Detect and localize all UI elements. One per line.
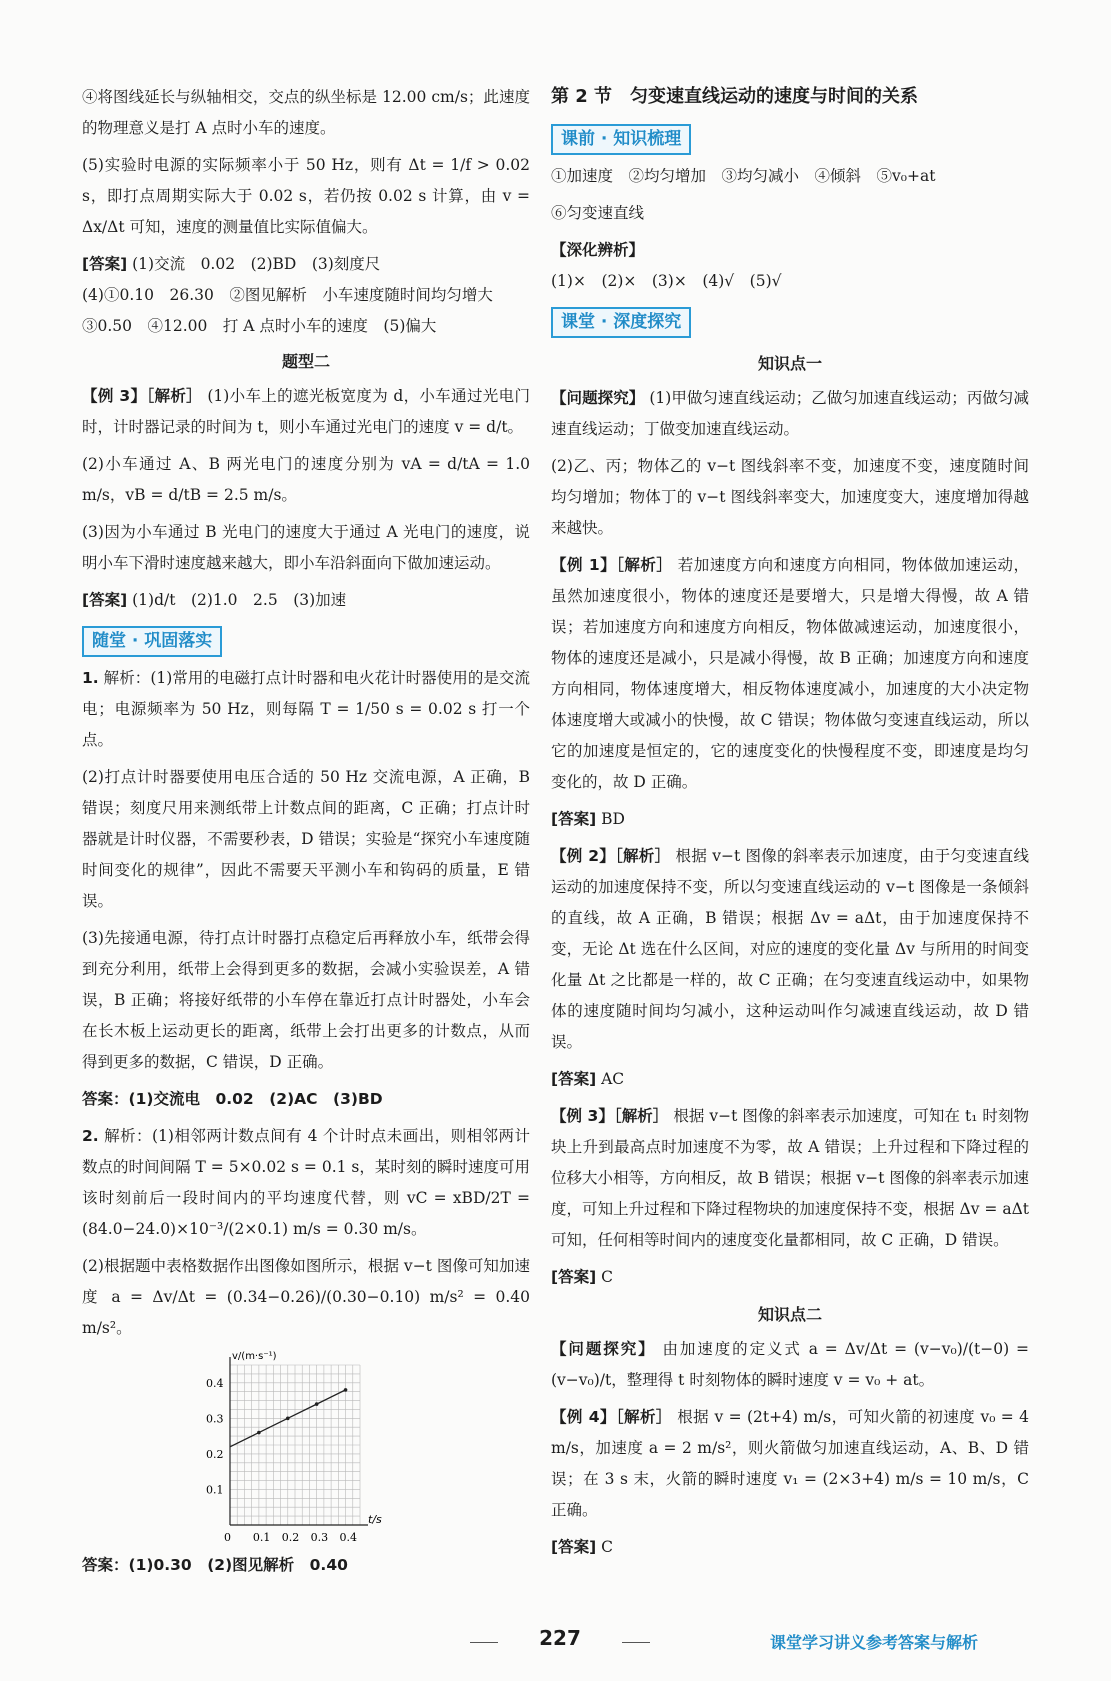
vt-chart — [82, 1350, 530, 1550]
answer-text: C — [601, 1268, 613, 1286]
question-number: 2. — [82, 1127, 99, 1145]
answer-text-b: (4)①0.10 26.30 ②图见解析 小车速度随时间均匀增大 — [82, 286, 493, 304]
example-3-left — [82, 381, 530, 443]
example-4-answer — [551, 1532, 1029, 1563]
footer-caption: 课堂学习讲义参考答案与解析 — [770, 1633, 979, 1652]
answer-text-a: (1)交流 0.02 (2)BD (3)刻度尺 — [132, 255, 381, 273]
question-explore-1 — [551, 383, 1029, 445]
answer-text: (1)d/t (2)1.0 2.5 (3)加速 — [132, 591, 347, 609]
example-1-text: 若加速度方向和速度方向相同，物体做加速运动，虽然加速度很小，物体的速度还是要增大，只是增大得慢，故 A 错误；若加速度方向和速度方向相反，物体做减速运动，加速度很小，物体的速度还是减小，只是减小得慢，故 B 正确；加速度方向和速度方向相同，物体速度增大，相反物体速度减小，加速度的大小决定物体速度增大或减小的快慢，故 C 错误；物体做匀变速直线运动，所以它的加速度是恒定的，它的速度变化的快慢程度不变，即速度是均匀变化的，故 D 正确。 — [551, 556, 1029, 791]
question-2-answer: 答案：(1)0.30 (2)图见解析 0.40 — [82, 1556, 348, 1574]
question-explore-2 — [551, 1334, 1029, 1396]
data-point — [344, 1388, 348, 1392]
question-2-p2: (2)根据题中表格数据作出图像如图所示，根据 v−t 图像可知加速度 a = Δv/Δt = (0.34−0.26)/(0.30−0.10) m/s² = 0.40 m/s²。 — [82, 1257, 530, 1337]
question-2-p1 — [82, 1121, 530, 1245]
example-4 — [551, 1402, 1029, 1526]
explore-2-text: 由加速度的定义式 a = Δv/Δt = (v−v₀)/(t−0) = (v−v₀)/t，整理得 t 时刻物体的瞬时速度 v = v₀ + at。 — [551, 1340, 1029, 1389]
knowledge-list-1: ①加速度 ②均匀增加 ③均匀减小 ④倾斜 ⑤v₀+at — [551, 167, 936, 185]
data-point — [257, 1431, 261, 1435]
answer-tag: [答案] — [551, 810, 597, 828]
example-2-answer — [551, 1064, 1029, 1095]
example-tag: 【例 3】［解析］ — [551, 1107, 669, 1125]
knowledge-point-1: 知识点一 — [757, 354, 822, 373]
example-tag: 【例 4】［解析］ — [551, 1408, 672, 1426]
deep-answers: (1)× (2)× (3)× (4)√ (5)√ — [551, 272, 782, 290]
x-tick-label: 0.2 — [281, 1531, 300, 1544]
explore-1-p1: (1)甲做匀速直线运动；乙做匀加速直线运动；丙做匀减速直线运动；丁做变加速直线运动。 — [551, 389, 1029, 438]
vt-chart-svg — [82, 1350, 530, 1550]
answer-text: BD — [601, 810, 625, 828]
example-3-answer — [551, 1262, 1029, 1293]
question-1-p3: (3)先接通电源，待打点计时器打点稳定后再释放小车，纸带会得到充分利用，纸带上会得到更多的数据，会减小实验误差，A 错误，B 正确；将接好纸带的小车停在靠近打点计时器处，小车会在长木板上运动更长的距离，纸带上会打出更多的计数点，从而得到更多的数据，C 错误，D 正确。 — [82, 929, 530, 1071]
footer-rule-right — [622, 1642, 650, 1643]
x-axis-label: t/s — [368, 1513, 382, 1526]
example-2 — [551, 841, 1029, 1058]
question-number: 1. — [82, 669, 99, 687]
example-4-text: 根据 v = (2t+4) m/s，可知火箭的初速度 v₀ = 4 m/s，加速度 a = 2 m/s²，则火箭做匀加速直线运动，A、B、D 错误；在 3 s 末，火箭的瞬时速度 v₁ = (2×3+4) m/s = 10 m/s，C 正确。 — [551, 1408, 1030, 1519]
example-3-p1: (1)小车上的遮光板宽度为 d，小车通过光电门时，计时器记录的时间为 t，则小车通过光电门的速度 v = d/t。 — [82, 387, 530, 436]
example-3-text: 根据 v−t 图像的斜率表示加速度，可知在 t₁ 时刻物块上升到最高点时加速度不为零，故 A 错误；上升过程和下降过程的位移大小相等，方向相反，故 B 错误；根据 v−t 图像的斜率表示加速度，可知上升过程和下降过程物块的加速度保持不变，根据 Δv = aΔt 可知，任何相等时间内的速度变化量都相同，故 C 正确，D 错误。 — [551, 1107, 1029, 1249]
answer-text-c: ③0.50 ④12.00 打 A 点时小车的速度 (5)偏大 — [82, 317, 437, 335]
example-3-p2: (2)小车通过 A、B 两光电门的速度分别为 vA = d/tA = 1.0 m/s，vB = d/tB = 2.5 m/s。 — [82, 455, 530, 504]
answer-tag: [答案] — [551, 1538, 597, 1556]
y-tick-label: 0.2 — [206, 1447, 224, 1461]
section-title: 第 2 节 匀变速直线运动的速度与时间的关系 — [551, 86, 919, 107]
deep-tag: 【深化辨析】 — [551, 241, 645, 259]
x-tick-label: 0.3 — [310, 1531, 329, 1544]
explore-tag: 【问题探究】 — [551, 1340, 656, 1358]
page-number: 227 — [539, 1626, 581, 1650]
data-point — [286, 1417, 290, 1421]
answer-block-3 — [82, 585, 530, 616]
example-3-p3: (3)因为小车通过 B 光电门的速度大于通过 A 光电门的速度，说明小车下滑时速度越来越大，即小车沿斜面向下做加速运动。 — [82, 523, 530, 572]
y-tick-label: 0.3 — [206, 1412, 224, 1426]
para-extrapolation: ④将图线延长与纵轴相交，交点的纵坐标是 12.00 cm/s；此速度的物理意义是打 A 点时小车的速度。 — [82, 88, 530, 137]
question-1-answer: 答案：(1)交流电 0.02 (2)AC (3)BD — [82, 1090, 383, 1108]
example-tag: 【例 2】［解析］ — [551, 847, 671, 865]
question-2-text: 解析：(1)相邻两计数点间有 4 个计时点未画出，则相邻两计数点的时间间隔 T = 5×0.02 s = 0.1 s，某时刻的瞬时速度可用该时刻前后一段时间内的平均速度代替，则 vC = xBD/2T = (84.0−24.0)×10⁻³/(2×0.1) m/s = 0.30 m/s。 — [82, 1127, 530, 1238]
answer-text: C — [601, 1538, 613, 1556]
y-tick-label: 0.1 — [206, 1483, 224, 1497]
answer-block-1 — [82, 249, 530, 342]
answer-tag: [答案] — [82, 255, 128, 273]
y-axis-label: v/(m·s⁻¹) — [232, 1351, 277, 1362]
data-point — [315, 1402, 319, 1406]
question-1-p2: (2)打点计时器要使用电压合适的 50 Hz 交流电源，A 正确，B 错误；刻度尺用来测纸带上计数点间的距离，C 正确；打点计时器就是计时仪器，不需要秒表，D 错误；实验是“探究小车速度随时间变化的规律”，因此不需要天平测小车和钩码的质量，E 错误。 — [82, 768, 530, 910]
watermark-upper — [150, 690, 1050, 860]
knowledge-list-2: ⑥匀变速直线 — [551, 204, 645, 222]
deep-analysis — [551, 235, 1029, 297]
question-1-text: 解析：(1)常用的电磁打点计时器和电火花计时器使用的是交流电；电源频率为 50 Hz，则每隔 T = 1/50 s = 0.02 s 打一个点。 — [82, 669, 530, 749]
example-3-right — [551, 1101, 1029, 1256]
answer-tag: [答案] — [551, 1268, 597, 1286]
example-tag: 【例 3】［解析］ — [82, 387, 203, 405]
footer-rule-left — [470, 1642, 498, 1643]
knowledge-point-2: 知识点二 — [757, 1305, 822, 1324]
example-2-text: 根据 v−t 图像的斜率表示加速度，由于匀变速直线运动的加速度保持不变，所以匀变速直线运动的 v−t 图像是一条倾斜的直线，故 A 正确，B 错误；根据 Δv = aΔt，由于加速度保持不变，无论 Δt 选在什么区间，对应的速度的变化量 Δv 与所用的时间变化量 Δt 之比都是一样的，故 C 正确；在匀变速直线运动中，如果物体的速度随时间均匀减小，这种运动叫作匀减速直线运动，故 D 错误。 — [551, 847, 1029, 1051]
para-frequency: (5)实验时电源的实际频率小于 50 Hz，则有 Δt = 1/f > 0.02 s，即打点周期实际大于 0.02 s，若仍按 0.02 s 计算，由 v = Δx/Δt 可知，速度的测量值比实际值偏大。 — [82, 156, 530, 236]
type-two-heading: 题型二 — [281, 352, 330, 371]
y-tick-label: 0.4 — [206, 1376, 224, 1390]
answer-tag: [答案] — [551, 1070, 597, 1088]
explore-1-p2: (2)乙、丙；物体乙的 v−t 图线斜率不变，加速度不变，速度随时间均匀增加；物体丁的 v−t 图线斜率变大，加速度变大，速度增加得越来越快。 — [551, 457, 1029, 537]
x-tick-label: 0.4 — [339, 1531, 358, 1544]
explore-tag: 【问题探究】 — [551, 389, 645, 407]
answer-text: AC — [601, 1070, 625, 1088]
answer-tag: [答案] — [82, 591, 128, 609]
x-tick-label: 0 — [224, 1531, 231, 1544]
section-banner-explore: 课堂 · 深度探究 — [551, 307, 691, 338]
example-tag: 【例 1】［解析］ — [551, 556, 673, 574]
section-banner-practice: 随堂 · 巩固落实 — [82, 626, 222, 657]
section-banner-preview: 课前 · 知识梳理 — [551, 124, 691, 155]
x-tick-label: 0.1 — [252, 1531, 271, 1544]
